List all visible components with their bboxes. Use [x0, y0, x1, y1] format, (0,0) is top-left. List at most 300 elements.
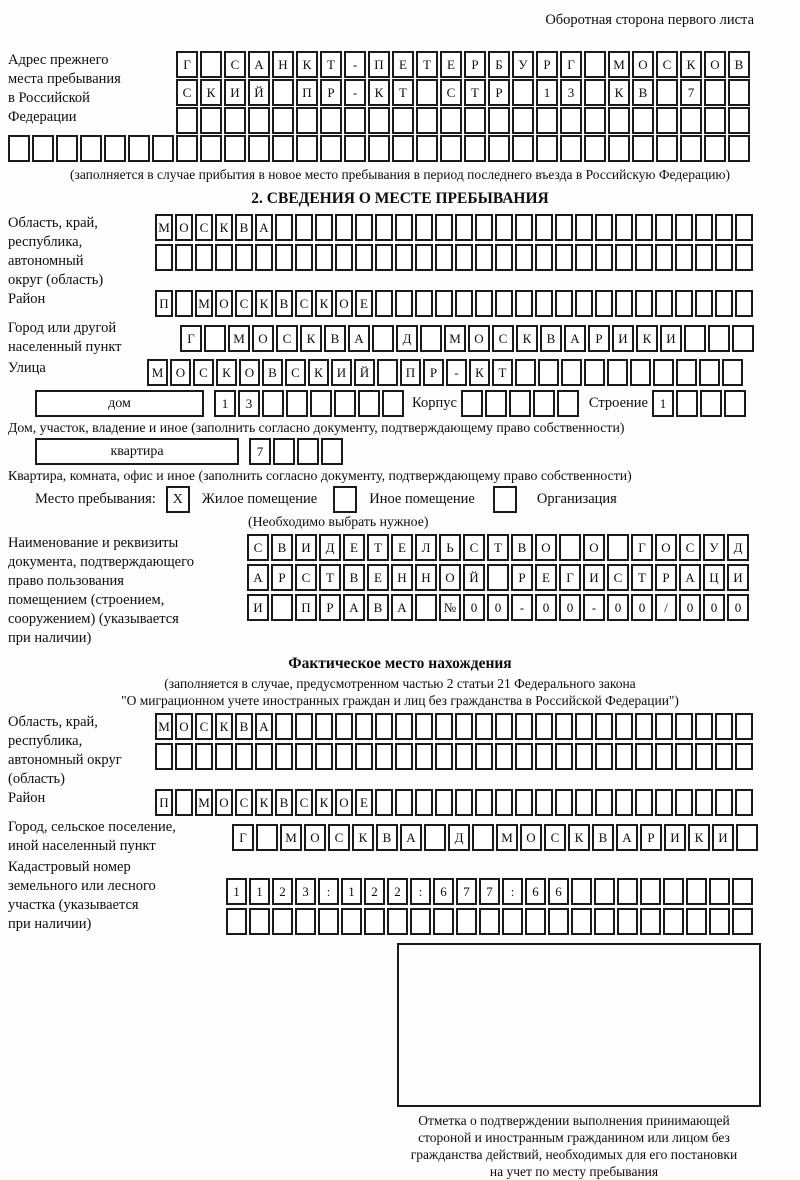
form-cell	[495, 789, 513, 816]
kadastr-field	[8, 858, 792, 935]
fact-raion-label: Район	[8, 790, 46, 806]
form-cell	[128, 135, 150, 162]
form-cell: С	[176, 79, 198, 106]
form-cell	[215, 244, 233, 271]
prev-address-block	[8, 51, 792, 134]
fact-note-2: "О миграционном учете иностранных граждан и лиц без гражданства в Российской Федерации")	[121, 693, 679, 708]
form-cell	[515, 214, 533, 241]
form-cell	[640, 908, 661, 935]
form-cell: М	[195, 789, 213, 816]
form-cell	[310, 390, 332, 417]
form-cell	[559, 534, 581, 561]
form-cell: О	[632, 51, 654, 78]
fact-gorod-row	[232, 824, 758, 851]
fact-gorod-field	[8, 818, 792, 856]
form-cell	[395, 290, 413, 317]
checkbox-organizatsiya	[493, 486, 517, 513]
form-cell	[155, 743, 173, 770]
fact-raion-field	[8, 789, 792, 816]
form-cell: К	[255, 789, 273, 816]
form-cell	[561, 359, 582, 386]
form-cell	[355, 244, 373, 271]
form-cell: М	[280, 824, 302, 851]
form-cell	[515, 290, 533, 317]
form-cell: М	[608, 51, 630, 78]
form-cell	[176, 135, 198, 162]
kadastr-row-1	[226, 878, 753, 905]
form-cell	[555, 290, 573, 317]
kvartira-row	[35, 438, 792, 465]
form-cell	[475, 713, 493, 740]
form-cell	[684, 325, 706, 352]
form-cell	[275, 713, 293, 740]
form-cell	[424, 824, 446, 851]
form-cell	[415, 789, 433, 816]
form-cell: Т	[367, 534, 389, 561]
form-cell	[271, 594, 293, 621]
form-cell	[635, 214, 653, 241]
form-cell	[535, 244, 553, 271]
form-cell	[732, 908, 753, 935]
form-cell	[255, 244, 273, 271]
form-cell	[195, 244, 213, 271]
form-cell: О	[239, 359, 260, 386]
mesto-note: (Необходимо выбрать нужное)	[248, 514, 429, 529]
gorod-field	[8, 319, 792, 357]
form-cell: А	[255, 713, 273, 740]
form-cell: О	[583, 534, 605, 561]
form-cell	[686, 908, 707, 935]
form-cell	[368, 135, 390, 162]
ulitsa-field	[8, 359, 792, 386]
form-cell	[675, 789, 693, 816]
form-cell: -	[344, 51, 366, 78]
form-cell	[575, 290, 593, 317]
form-cell	[495, 743, 513, 770]
form-cell	[410, 908, 431, 935]
form-cell	[680, 107, 702, 134]
form-cell	[387, 908, 408, 935]
form-cell	[675, 290, 693, 317]
form-cell: 3	[560, 79, 582, 106]
form-cell: Н	[415, 564, 437, 591]
form-cell	[335, 244, 353, 271]
form-cell: А	[247, 564, 269, 591]
form-cell: И	[712, 824, 734, 851]
form-cell	[200, 135, 222, 162]
form-cell: П	[296, 79, 318, 106]
form-cell	[680, 135, 702, 162]
form-cell	[615, 214, 633, 241]
form-cell: Г	[176, 51, 198, 78]
form-cell	[715, 214, 733, 241]
form-cell: 3	[238, 390, 260, 417]
form-cell	[655, 244, 673, 271]
form-cell: Т	[492, 359, 513, 386]
form-cell	[575, 789, 593, 816]
option-zhiloe-label: Жилое помещение	[201, 491, 318, 507]
form-cell	[735, 290, 753, 317]
form-cell	[224, 135, 246, 162]
form-cell	[315, 214, 333, 241]
form-cell: 1	[341, 878, 362, 905]
form-cell	[435, 713, 453, 740]
kvartira-cells	[249, 438, 343, 465]
form-cell	[525, 908, 546, 935]
form-cell	[732, 325, 754, 352]
form-cell	[699, 359, 720, 386]
fact-oblast-label: Область, край, республика, автономный округ (область)	[8, 714, 122, 787]
form-cell	[686, 878, 707, 905]
form-cell: Н	[272, 51, 294, 78]
form-cell: В	[728, 51, 750, 78]
doc-row-1	[247, 534, 749, 561]
form-cell: У	[703, 534, 725, 561]
form-cell: Е	[355, 789, 373, 816]
fact-oblast-row-2	[155, 743, 753, 770]
form-cell	[435, 743, 453, 770]
form-cell	[256, 824, 278, 851]
form-cell: И	[583, 564, 605, 591]
form-cell	[695, 789, 713, 816]
form-cell: К	[568, 824, 590, 851]
form-cell: А	[255, 214, 273, 241]
form-cell: :	[318, 878, 339, 905]
form-cell	[735, 713, 753, 740]
form-cell	[536, 107, 558, 134]
form-cell	[515, 359, 536, 386]
form-cell	[635, 713, 653, 740]
form-cell	[655, 743, 673, 770]
form-cell: 0	[535, 594, 557, 621]
prev-address-label: Адрес прежнего места пребывания в Российской Федерации	[8, 52, 121, 125]
form-cell	[475, 789, 493, 816]
form-cell: 6	[433, 878, 454, 905]
form-cell	[375, 743, 393, 770]
form-cell	[735, 789, 753, 816]
form-cell: Р	[464, 51, 486, 78]
form-cell	[275, 214, 293, 241]
form-cell	[375, 789, 393, 816]
form-cell	[607, 359, 628, 386]
form-cell	[695, 214, 713, 241]
form-cell: Р	[511, 564, 533, 591]
form-cell	[535, 214, 553, 241]
form-cell: В	[324, 325, 346, 352]
form-cell	[344, 107, 366, 134]
form-cell	[475, 214, 493, 241]
form-cell: С	[195, 713, 213, 740]
form-cell	[455, 713, 473, 740]
form-cell	[176, 107, 198, 134]
form-cell	[249, 908, 270, 935]
form-cell	[358, 390, 380, 417]
form-cell	[635, 290, 653, 317]
form-cell	[395, 214, 413, 241]
form-cell: А	[400, 824, 422, 851]
fact-oblast-row-1	[155, 713, 753, 740]
form-cell	[475, 743, 493, 770]
form-cell	[355, 713, 373, 740]
form-cell	[704, 79, 726, 106]
form-cell	[200, 51, 222, 78]
form-cell	[275, 244, 293, 271]
form-cell: Г	[560, 51, 582, 78]
form-cell	[464, 135, 486, 162]
gorod-row	[180, 325, 754, 352]
form-cell	[416, 79, 438, 106]
form-cell	[272, 107, 294, 134]
form-cell: П	[295, 594, 317, 621]
form-cell: Ц	[703, 564, 725, 591]
form-cell: 0	[703, 594, 725, 621]
form-cell: Р	[640, 824, 662, 851]
form-cell: О	[335, 290, 353, 317]
form-cell	[435, 789, 453, 816]
ulitsa-label: Улица	[8, 360, 46, 376]
form-cell: К	[608, 79, 630, 106]
form-cell: О	[175, 713, 193, 740]
form-cell	[608, 107, 630, 134]
section2-title: 2. СВЕДЕНИЯ О МЕСТЕ ПРЕБЫВАНИЯ	[251, 190, 549, 207]
form-cell: О	[175, 214, 193, 241]
form-cell	[455, 743, 473, 770]
oblast-row-1	[155, 214, 753, 241]
form-cell: В	[511, 534, 533, 561]
kvartira-caption: Квартира, комната, офис и иное (заполнить согласно документу, подтверждающему право собственности)	[8, 468, 632, 483]
form-cell	[557, 390, 579, 417]
form-cell	[224, 107, 246, 134]
form-cell	[295, 214, 313, 241]
form-cell: К	[636, 325, 658, 352]
form-cell: В	[343, 564, 365, 591]
form-cell	[455, 244, 473, 271]
form-cell	[375, 290, 393, 317]
form-cell	[375, 713, 393, 740]
form-cell: П	[155, 789, 173, 816]
form-cell: :	[502, 878, 523, 905]
doc-row-2	[247, 564, 749, 591]
form-cell	[535, 290, 553, 317]
form-cell	[615, 713, 633, 740]
ulitsa-row	[147, 359, 743, 386]
form-cell	[464, 107, 486, 134]
form-cell: Й	[354, 359, 375, 386]
form-cell: 2	[364, 878, 385, 905]
form-cell	[594, 908, 615, 935]
form-cell	[615, 789, 633, 816]
form-cell: 2	[272, 878, 293, 905]
form-cell: Г	[631, 534, 653, 561]
form-cell: С	[235, 789, 253, 816]
form-cell	[395, 743, 413, 770]
form-cell: Д	[319, 534, 341, 561]
form-cell: Т	[392, 79, 414, 106]
form-cell	[355, 743, 373, 770]
form-cell	[488, 135, 510, 162]
form-cell: К	[469, 359, 490, 386]
form-cell	[640, 878, 661, 905]
stamp-caption: Отметка о подтверждении выполнения принимающей стороной и иностранным гражданином или лицом без гражданства действий, необходимых для его постановки на учет по месту пребывания	[410, 1113, 738, 1179]
doc-label: Наименование и реквизиты документа, подтверждающего право пользования помещением (строением, сооружением) (указывается при наличии)	[8, 535, 194, 646]
form-cell: А	[679, 564, 701, 591]
form-cell: А	[348, 325, 370, 352]
form-cell	[275, 743, 293, 770]
form-cell: С	[607, 564, 629, 591]
form-cell	[575, 713, 593, 740]
form-cell	[548, 908, 569, 935]
form-cell	[502, 908, 523, 935]
form-cell: 0	[559, 594, 581, 621]
form-cell: К	[688, 824, 710, 851]
form-cell: Г	[180, 325, 202, 352]
form-cell	[248, 135, 270, 162]
form-cell	[695, 244, 713, 271]
form-cell: В	[262, 359, 283, 386]
form-cell: О	[215, 789, 233, 816]
form-cell	[435, 214, 453, 241]
form-cell	[515, 789, 533, 816]
form-cell	[368, 107, 390, 134]
gorod-label: Город или другой населенный пункт	[8, 320, 122, 355]
form-cell: К	[300, 325, 322, 352]
form-cell	[630, 359, 651, 386]
form-cell	[204, 325, 226, 352]
dom-box: дом	[35, 390, 204, 417]
form-cell	[395, 244, 413, 271]
form-cell	[715, 290, 733, 317]
form-cell	[538, 359, 559, 386]
form-cell: И	[331, 359, 352, 386]
form-cell: С	[276, 325, 298, 352]
form-cell: С	[285, 359, 306, 386]
form-cell	[595, 244, 613, 271]
form-cell	[273, 438, 295, 465]
form-cell: О	[170, 359, 191, 386]
form-cell	[535, 789, 553, 816]
form-cell	[695, 743, 713, 770]
form-cell	[495, 713, 513, 740]
form-cell: -	[446, 359, 467, 386]
form-cell	[555, 743, 573, 770]
form-cell	[341, 908, 362, 935]
form-cell	[615, 290, 633, 317]
form-cell: И	[660, 325, 682, 352]
form-cell	[56, 135, 78, 162]
stroenie-cells	[652, 390, 746, 417]
form-cell	[533, 390, 555, 417]
form-cell: С	[544, 824, 566, 851]
form-cell	[315, 244, 333, 271]
form-cell	[456, 908, 477, 935]
form-cell: 0	[463, 594, 485, 621]
form-cell: Р	[536, 51, 558, 78]
form-cell	[415, 594, 437, 621]
form-cell: Г	[232, 824, 254, 851]
form-cell	[472, 824, 494, 851]
form-cell	[676, 359, 697, 386]
form-cell	[715, 743, 733, 770]
form-cell: К	[680, 51, 702, 78]
form-cell: Д	[396, 325, 418, 352]
form-cell: О	[252, 325, 274, 352]
form-cell	[704, 107, 726, 134]
form-cell	[512, 135, 534, 162]
prev-address-row-3	[176, 107, 750, 134]
raion-row	[155, 290, 753, 317]
form-cell	[617, 878, 638, 905]
form-cell	[656, 79, 678, 106]
form-cell	[488, 107, 510, 134]
form-cell: С	[492, 325, 514, 352]
form-cell	[655, 789, 673, 816]
option-inoe-label: Иное помещение	[369, 491, 475, 507]
form-cell	[175, 743, 193, 770]
form-cell	[262, 390, 284, 417]
form-cell	[584, 79, 606, 106]
form-cell	[375, 214, 393, 241]
form-cell	[320, 107, 342, 134]
form-cell: М	[496, 824, 518, 851]
form-cell	[487, 564, 509, 591]
form-cell	[334, 390, 356, 417]
form-cell	[104, 135, 126, 162]
form-cell	[440, 107, 462, 134]
form-cell	[80, 135, 102, 162]
form-cell	[535, 713, 553, 740]
form-cell	[635, 244, 653, 271]
form-cell	[395, 789, 413, 816]
form-cell	[675, 244, 693, 271]
form-cell	[555, 214, 573, 241]
dom-cells	[214, 390, 404, 417]
form-cell: Р	[488, 79, 510, 106]
form-cell	[700, 390, 722, 417]
page-side-note: Оборотная сторона первого листа	[545, 12, 754, 28]
form-cell: К	[315, 789, 333, 816]
form-cell	[435, 244, 453, 271]
form-cell	[575, 214, 593, 241]
form-cell	[455, 214, 473, 241]
form-cell	[420, 325, 442, 352]
form-cell	[715, 244, 733, 271]
form-cell	[377, 359, 398, 386]
form-cell: В	[235, 214, 253, 241]
form-cell	[708, 325, 730, 352]
form-cell: Й	[248, 79, 270, 106]
doc-row-3	[247, 594, 749, 621]
form-cell: 6	[525, 878, 546, 905]
form-cell: Р	[423, 359, 444, 386]
form-cell: К	[296, 51, 318, 78]
form-cell: Г	[559, 564, 581, 591]
form-cell	[584, 51, 606, 78]
form-cell: 7	[456, 878, 477, 905]
form-cell: К	[516, 325, 538, 352]
form-cell	[584, 135, 606, 162]
form-cell	[200, 107, 222, 134]
form-cell	[735, 743, 753, 770]
prev-address-row-2	[176, 79, 750, 106]
form-cell	[355, 214, 373, 241]
form-cell	[415, 290, 433, 317]
form-cell	[575, 244, 593, 271]
mesto-row	[35, 486, 792, 513]
form-cell	[715, 789, 733, 816]
form-cell: А	[343, 594, 365, 621]
form-cell	[584, 359, 605, 386]
form-cell: К	[255, 290, 273, 317]
